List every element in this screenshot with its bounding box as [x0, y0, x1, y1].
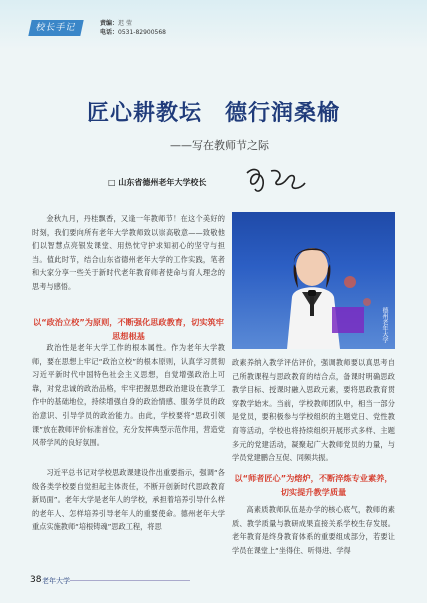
phone-number: 0531-82900568 — [118, 29, 166, 36]
section-heading-2: 以“师者匠心”为熔炉，不断淬炼专业素养，切实提升教学质量 — [234, 473, 393, 497]
paragraph-4: 高素质教师队伍是办学的核心底气，教师的素质、教学质量与教研成果直接关系学校生存发展。老年教育是终身教育体系的重要组成部分，若要让学员在课堂上“坐得住、听得进、学得 — [232, 505, 395, 555]
paragraph-2: 习近平总书记对学校思政课建设作出重要指示，强调“各级各类学校要自觉担起主体责任，不断开创新时代思政教育新局面”。老年大学是老年人的学校，承担着培养引导什么样的老年人、怎样培养引导老年人的重要使命。德州老年大学重点实施教师“培根铸魂”思政工程，将思 — [32, 468, 225, 532]
photo-illustration — [232, 212, 395, 349]
editor-label: 责编： — [100, 20, 119, 27]
editor-name: 迟 莹 — [118, 20, 132, 27]
principal-photo — [232, 212, 395, 349]
photo-watermark: 德州老年大学 — [381, 307, 388, 343]
paragraph-3: 政素养纳入教学评估评价，强调教师要以真思考自己所教课程与思政教育的结合点，备课时明确思政教学目标、授课时融入思政元素，要将思政教育贯穿教学始末。当前，学校教师团队中，相当一部分是党员，要积极参与学校组织的主题党日、党性教育等活动，学校也将持续组织开展形式多样、主题多元的党建活动，凝聚起广大教师党员的力量，与学员党建鹏合互促、同频共振。 — [232, 358, 395, 463]
footer-divider — [70, 580, 190, 581]
magazine-name: 老年大学 — [42, 577, 70, 585]
page-number: 38 — [30, 575, 42, 585]
column-tag: 校长手记 — [28, 20, 83, 36]
paragraph-1: 政治性是老年大学工作的根本属性。作为老年大学教师，要在思想上牢记“政治立校”的根本原则，认真学习贯彻习近平新时代中国特色社会主义思想，自觉增强政治上可靠，对党忠诚的政治品格，牢牢把握思想政治建设在教学工作中的基础地位，持续增强自身的政治情感、服务学员的政治意识、引导学员的政治能力。由此，学校要将“思政引领课”放在教师评价标准首位，充分发挥典型示范作用，营造党风带学风的良好氛围。 — [32, 343, 225, 448]
signature-icon — [243, 163, 313, 197]
editor-info — [100, 19, 166, 37]
section-heading-1: 以“政治立校”为原则，不断强化思政教育，切实筑牢思想根基 — [33, 317, 224, 341]
article-subtitle: ——写在教师节之际 — [170, 139, 269, 152]
author-line: □ 山东省德州老年大学校长 — [108, 178, 207, 187]
phone-label: 电话： — [100, 29, 119, 36]
intro-paragraph: 金秋九月，丹桂飘香，又逢一年教师节！在这个美好的时刻，我们要向所有老年大学教师致以崇高敬意——致敬他们以智慧点亮银发课堂、用热忱守护求知初心的坚守与担当。值此时节，结合山东省德州老年大学的工作实践，笔者和大家分享一些关于新时代老年教育师者使命与育人理念的思考与感悟。 — [32, 214, 225, 291]
article-title: 匠心耕教坛 德行润桑榆 — [86, 100, 340, 126]
